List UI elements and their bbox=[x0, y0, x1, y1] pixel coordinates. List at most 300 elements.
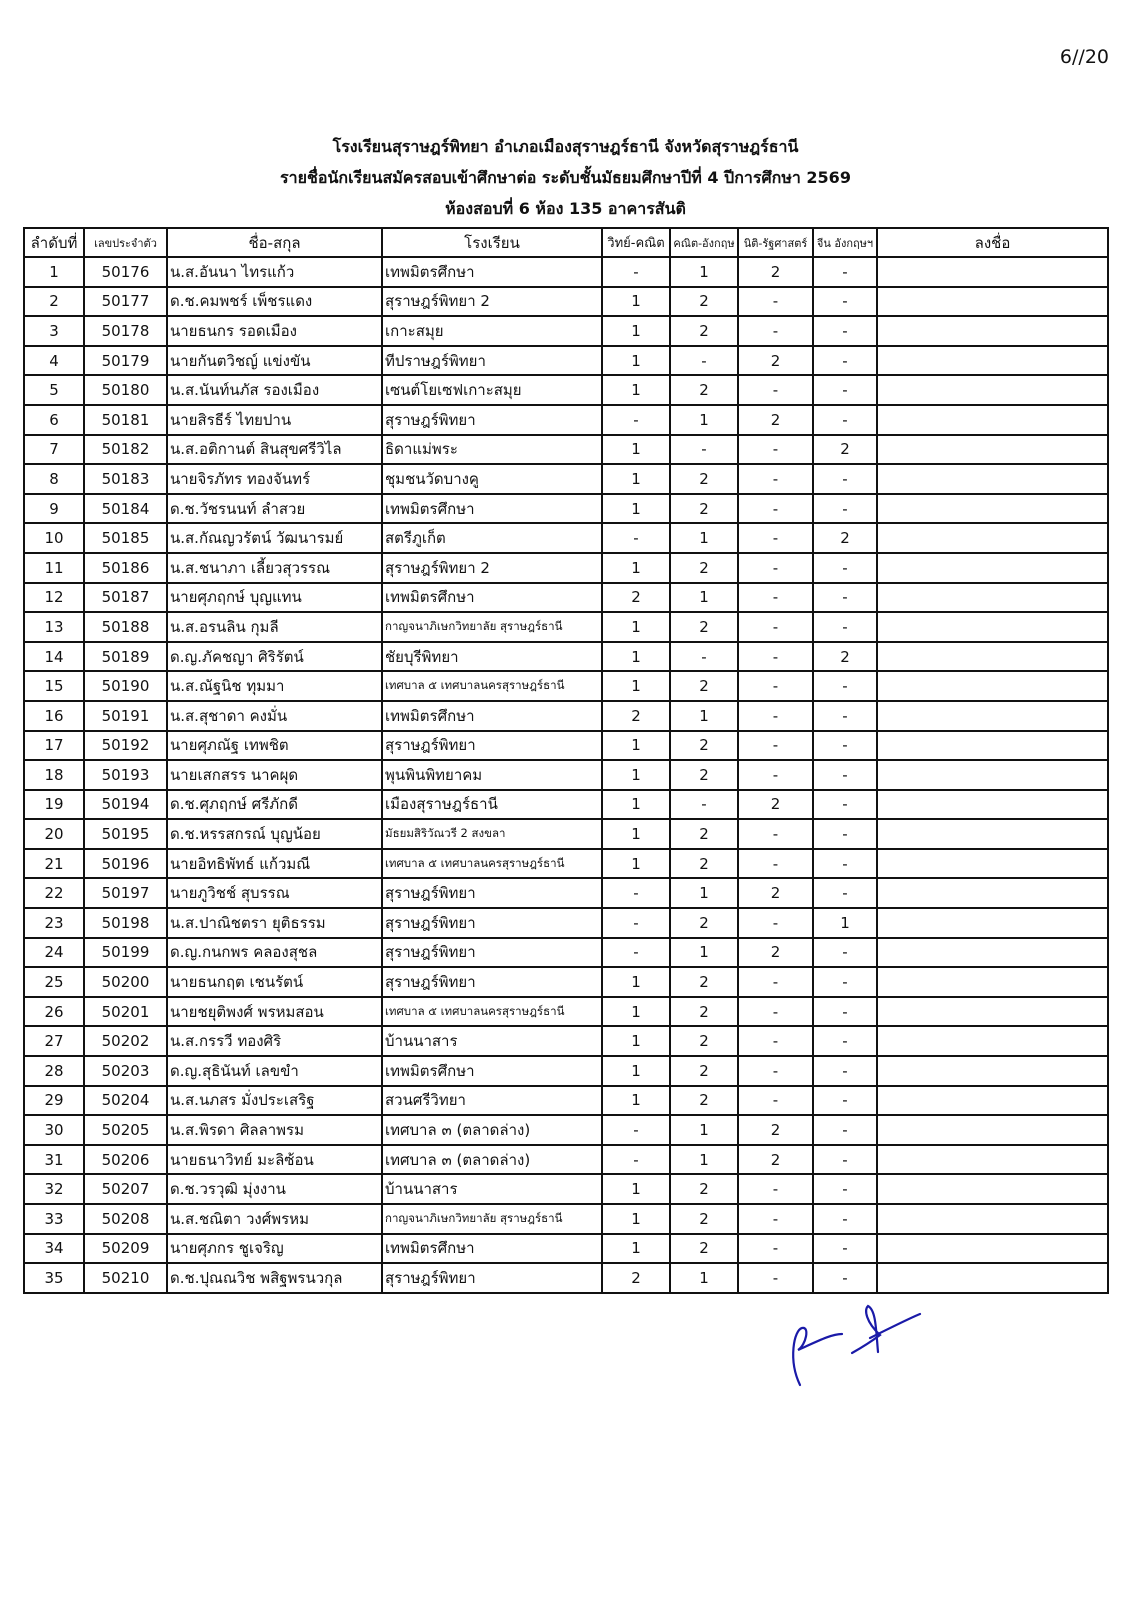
cell-school: เทพมิตรศึกษา bbox=[382, 583, 602, 613]
table-row bbox=[24, 1234, 1108, 1264]
cell-student-id: 50205 bbox=[84, 1115, 167, 1145]
cell-no: 2 bbox=[24, 287, 84, 317]
cell-student-id: 50191 bbox=[84, 701, 167, 731]
cell-student-id: 50198 bbox=[84, 908, 167, 938]
cell-math-eng: 2 bbox=[670, 464, 738, 494]
table-row bbox=[24, 523, 1108, 553]
cell-signature bbox=[877, 583, 1108, 613]
cell-sci-math: 1 bbox=[602, 642, 670, 672]
cell-sci-math: 1 bbox=[602, 997, 670, 1027]
cell-no: 10 bbox=[24, 523, 84, 553]
cell-student-name: นายอิทธิพัทธ์ แก้วมณี bbox=[167, 849, 382, 879]
cell-chi-eng: - bbox=[813, 612, 877, 642]
cell-no: 12 bbox=[24, 583, 84, 613]
cell-chi-eng: - bbox=[813, 790, 877, 820]
cell-student-id: 50193 bbox=[84, 760, 167, 790]
cell-sci-math: 1 bbox=[602, 1056, 670, 1086]
cell-law-pol: - bbox=[738, 967, 813, 997]
cell-student-id: 50181 bbox=[84, 405, 167, 435]
table-row bbox=[24, 375, 1108, 405]
cell-sci-math: 1 bbox=[602, 464, 670, 494]
cell-chi-eng: - bbox=[813, 1026, 877, 1056]
cell-student-name: ด.ช.วัชรนนท์ ลำสวย bbox=[167, 494, 382, 524]
cell-student-name: นายเสกสรร นาคผุด bbox=[167, 760, 382, 790]
cell-student-id: 50209 bbox=[84, 1234, 167, 1264]
cell-signature bbox=[877, 938, 1108, 968]
signature-stroke-2 bbox=[852, 1306, 880, 1353]
cell-student-id: 50190 bbox=[84, 671, 167, 701]
cell-law-pol: - bbox=[738, 849, 813, 879]
cell-student-id: 50178 bbox=[84, 316, 167, 346]
header-math-eng: คณิต-อังกฤษ bbox=[670, 228, 738, 257]
cell-student-name: น.ส.นันท์นภัส รองเมือง bbox=[167, 375, 382, 405]
cell-chi-eng: - bbox=[813, 257, 877, 287]
cell-student-name: ด.ญ.กนกพร คลองสุชล bbox=[167, 938, 382, 968]
cell-signature bbox=[877, 1056, 1108, 1086]
table-row bbox=[24, 1056, 1108, 1086]
cell-chi-eng: - bbox=[813, 819, 877, 849]
cell-sci-math: 1 bbox=[602, 790, 670, 820]
cell-signature bbox=[877, 1204, 1108, 1234]
cell-school: เทศบาล ๕ เทศบาลนครสุราษฎร์ธานี bbox=[382, 849, 602, 879]
cell-sci-math: 1 bbox=[602, 1204, 670, 1234]
table-row bbox=[24, 731, 1108, 761]
cell-student-id: 50207 bbox=[84, 1174, 167, 1204]
cell-no: 8 bbox=[24, 464, 84, 494]
cell-chi-eng: - bbox=[813, 1145, 877, 1175]
table-row bbox=[24, 908, 1108, 938]
cell-school: เทศบาล ๕ เทศบาลนครสุราษฎร์ธานี bbox=[382, 671, 602, 701]
cell-school: ชุมชนวัดบางคู bbox=[382, 464, 602, 494]
cell-no: 3 bbox=[24, 316, 84, 346]
cell-chi-eng: - bbox=[813, 701, 877, 731]
cell-no: 31 bbox=[24, 1145, 84, 1175]
cell-signature bbox=[877, 287, 1108, 317]
cell-school: เมืองสุราษฎร์ธานี bbox=[382, 790, 602, 820]
cell-law-pol: - bbox=[738, 494, 813, 524]
cell-math-eng: 2 bbox=[670, 760, 738, 790]
cell-student-name: นายธนกฤต เชนรัตน์ bbox=[167, 967, 382, 997]
cell-law-pol: - bbox=[738, 1234, 813, 1264]
cell-law-pol: 2 bbox=[738, 405, 813, 435]
header-sci-math: วิทย์-คณิต bbox=[602, 228, 670, 257]
cell-school: สุราษฎร์พิทยา bbox=[382, 908, 602, 938]
cell-signature bbox=[877, 346, 1108, 376]
cell-signature bbox=[877, 435, 1108, 465]
cell-no: 28 bbox=[24, 1056, 84, 1086]
cell-signature bbox=[877, 819, 1108, 849]
cell-signature bbox=[877, 1263, 1108, 1293]
cell-student-name: นายสิรธีร์ ไทยปาน bbox=[167, 405, 382, 435]
cell-student-name: นายธนกร รอดเมือง bbox=[167, 316, 382, 346]
cell-math-eng: 2 bbox=[670, 967, 738, 997]
cell-no: 17 bbox=[24, 731, 84, 761]
cell-no: 35 bbox=[24, 1263, 84, 1293]
cell-law-pol: - bbox=[738, 1263, 813, 1293]
cell-math-eng: 1 bbox=[670, 405, 738, 435]
cell-student-name: นายจิรภัทร ทองจันทร์ bbox=[167, 464, 382, 494]
cell-student-id: 50206 bbox=[84, 1145, 167, 1175]
cell-student-id: 50180 bbox=[84, 375, 167, 405]
table-row bbox=[24, 316, 1108, 346]
cell-math-eng: 2 bbox=[670, 1174, 738, 1204]
table-row bbox=[24, 642, 1108, 672]
cell-signature bbox=[877, 642, 1108, 672]
header-id: เลขประจำตัว bbox=[84, 228, 167, 257]
cell-math-eng: 2 bbox=[670, 849, 738, 879]
cell-law-pol: 2 bbox=[738, 1145, 813, 1175]
cell-signature bbox=[877, 1234, 1108, 1264]
cell-law-pol: - bbox=[738, 316, 813, 346]
cell-sci-math: 1 bbox=[602, 1086, 670, 1116]
cell-sci-math: - bbox=[602, 1115, 670, 1145]
cell-signature bbox=[877, 494, 1108, 524]
cell-student-name: ด.ช.หรรสกรณ์ บุญน้อย bbox=[167, 819, 382, 849]
cell-chi-eng: - bbox=[813, 583, 877, 613]
cell-no: 29 bbox=[24, 1086, 84, 1116]
cell-math-eng: 2 bbox=[670, 908, 738, 938]
cell-sci-math: - bbox=[602, 878, 670, 908]
cell-student-name: น.ส.สุชาดา คงมั่น bbox=[167, 701, 382, 731]
cell-student-name: น.ส.กรรวี ทองศิริ bbox=[167, 1026, 382, 1056]
cell-math-eng: - bbox=[670, 642, 738, 672]
cell-sci-math: 1 bbox=[602, 1174, 670, 1204]
cell-signature bbox=[877, 1174, 1108, 1204]
cell-law-pol: - bbox=[738, 523, 813, 553]
table-row bbox=[24, 1026, 1108, 1056]
cell-signature bbox=[877, 849, 1108, 879]
cell-law-pol: - bbox=[738, 819, 813, 849]
table-row bbox=[24, 494, 1108, 524]
cell-no: 24 bbox=[24, 938, 84, 968]
cell-law-pol: - bbox=[738, 1026, 813, 1056]
cell-school: ทีปราษฎร์พิทยา bbox=[382, 346, 602, 376]
cell-chi-eng: - bbox=[813, 1086, 877, 1116]
cell-student-id: 50200 bbox=[84, 967, 167, 997]
cell-law-pol: - bbox=[738, 1086, 813, 1116]
cell-chi-eng: - bbox=[813, 287, 877, 317]
cell-chi-eng: - bbox=[813, 553, 877, 583]
cell-math-eng: 2 bbox=[670, 819, 738, 849]
cell-law-pol: - bbox=[738, 642, 813, 672]
cell-school: เทศบาล ๓ (ตลาดล่าง) bbox=[382, 1145, 602, 1175]
signature-stroke-3 bbox=[870, 1314, 920, 1338]
cell-student-id: 50201 bbox=[84, 997, 167, 1027]
cell-signature bbox=[877, 790, 1108, 820]
cell-school: สุราษฎร์พิทยา bbox=[382, 405, 602, 435]
cell-no: 1 bbox=[24, 257, 84, 287]
cell-no: 11 bbox=[24, 553, 84, 583]
handwritten-signature bbox=[780, 1290, 940, 1390]
cell-sci-math: - bbox=[602, 405, 670, 435]
cell-sci-math: 1 bbox=[602, 1234, 670, 1264]
cell-no: 20 bbox=[24, 819, 84, 849]
cell-signature bbox=[877, 464, 1108, 494]
cell-student-name: นายกันตวิชญ์ แข่งขัน bbox=[167, 346, 382, 376]
cell-math-eng: 2 bbox=[670, 612, 738, 642]
header-law-pol: นิติ-รัฐศาสตร์ bbox=[738, 228, 813, 257]
cell-math-eng: 2 bbox=[670, 1056, 738, 1086]
cell-no: 9 bbox=[24, 494, 84, 524]
table-row bbox=[24, 1263, 1108, 1293]
header-school: โรงเรียน bbox=[382, 228, 602, 257]
cell-student-name: ด.ช.คมพชร์ เพ็ชรแดง bbox=[167, 287, 382, 317]
cell-sci-math: 1 bbox=[602, 760, 670, 790]
cell-student-name: นายภูวิชช์ สุบรรณ bbox=[167, 878, 382, 908]
cell-sci-math: 1 bbox=[602, 435, 670, 465]
cell-chi-eng: 2 bbox=[813, 523, 877, 553]
cell-sci-math: 1 bbox=[602, 287, 670, 317]
cell-sci-math: - bbox=[602, 523, 670, 553]
cell-student-id: 50185 bbox=[84, 523, 167, 553]
table-row bbox=[24, 435, 1108, 465]
cell-no: 6 bbox=[24, 405, 84, 435]
cell-math-eng: - bbox=[670, 346, 738, 376]
cell-law-pol: - bbox=[738, 760, 813, 790]
cell-sci-math: 1 bbox=[602, 375, 670, 405]
student-roster-table bbox=[23, 227, 1109, 1294]
cell-chi-eng: - bbox=[813, 316, 877, 346]
cell-sci-math: 1 bbox=[602, 1026, 670, 1056]
cell-signature bbox=[877, 523, 1108, 553]
cell-school: สุราษฎร์พิทยา 2 bbox=[382, 553, 602, 583]
cell-student-id: 50187 bbox=[84, 583, 167, 613]
table-row bbox=[24, 1145, 1108, 1175]
cell-student-id: 50177 bbox=[84, 287, 167, 317]
cell-math-eng: 2 bbox=[670, 1086, 738, 1116]
cell-math-eng: 2 bbox=[670, 1204, 738, 1234]
cell-math-eng: 2 bbox=[670, 997, 738, 1027]
cell-no: 32 bbox=[24, 1174, 84, 1204]
table-row bbox=[24, 612, 1108, 642]
cell-chi-eng: - bbox=[813, 938, 877, 968]
table-row bbox=[24, 760, 1108, 790]
cell-sci-math: 1 bbox=[602, 731, 670, 761]
cell-student-id: 50188 bbox=[84, 612, 167, 642]
cell-law-pol: 2 bbox=[738, 1115, 813, 1145]
cell-student-name: น.ส.ชนาภา เลี้ยวสุวรรณ bbox=[167, 553, 382, 583]
table-row bbox=[24, 1174, 1108, 1204]
cell-student-name: น.ส.ณัฐนิช ทุมมา bbox=[167, 671, 382, 701]
cell-math-eng: 2 bbox=[670, 287, 738, 317]
cell-school: เทศบาล ๕ เทศบาลนครสุราษฎร์ธานี bbox=[382, 997, 602, 1027]
cell-school: บ้านนาสาร bbox=[382, 1174, 602, 1204]
cell-school: เทศบาล ๓ (ตลาดล่าง) bbox=[382, 1115, 602, 1145]
cell-school: สุราษฎร์พิทยา bbox=[382, 967, 602, 997]
cell-student-id: 50183 bbox=[84, 464, 167, 494]
cell-chi-eng: - bbox=[813, 1174, 877, 1204]
cell-math-eng: 2 bbox=[670, 553, 738, 583]
cell-law-pol: 2 bbox=[738, 938, 813, 968]
cell-law-pol: - bbox=[738, 1174, 813, 1204]
cell-law-pol: - bbox=[738, 612, 813, 642]
cell-signature bbox=[877, 553, 1108, 583]
cell-signature bbox=[877, 731, 1108, 761]
cell-signature bbox=[877, 1086, 1108, 1116]
cell-no: 33 bbox=[24, 1204, 84, 1234]
table-row bbox=[24, 671, 1108, 701]
cell-school: พุนพินพิทยาคม bbox=[382, 760, 602, 790]
cell-math-eng: 2 bbox=[670, 375, 738, 405]
cell-sci-math: 1 bbox=[602, 316, 670, 346]
cell-student-id: 50192 bbox=[84, 731, 167, 761]
cell-school: สุราษฎร์พิทยา bbox=[382, 1263, 602, 1293]
header-signature: ลงชื่อ bbox=[877, 228, 1108, 257]
cell-school: สุราษฎร์พิทยา bbox=[382, 731, 602, 761]
cell-no: 34 bbox=[24, 1234, 84, 1264]
cell-student-name: น.ส.นภสร มั่งประเสริฐ bbox=[167, 1086, 382, 1116]
cell-law-pol: - bbox=[738, 287, 813, 317]
cell-law-pol: - bbox=[738, 435, 813, 465]
cell-law-pol: 2 bbox=[738, 790, 813, 820]
cell-sci-math: 1 bbox=[602, 612, 670, 642]
cell-no: 15 bbox=[24, 671, 84, 701]
cell-student-name: น.ส.ชณิตา วงศ์พรหม bbox=[167, 1204, 382, 1234]
cell-school: สตรีภูเก็ต bbox=[382, 523, 602, 553]
cell-signature bbox=[877, 908, 1108, 938]
cell-no: 14 bbox=[24, 642, 84, 672]
cell-math-eng: 2 bbox=[670, 1026, 738, 1056]
cell-student-name: ด.ช.ปุณณวิช พสิฐพรนวกุล bbox=[167, 1263, 382, 1293]
cell-chi-eng: - bbox=[813, 997, 877, 1027]
table-row bbox=[24, 967, 1108, 997]
cell-chi-eng: - bbox=[813, 967, 877, 997]
cell-no: 26 bbox=[24, 997, 84, 1027]
cell-student-id: 50199 bbox=[84, 938, 167, 968]
cell-chi-eng: - bbox=[813, 1204, 877, 1234]
cell-chi-eng: - bbox=[813, 1056, 877, 1086]
cell-law-pol: - bbox=[738, 553, 813, 583]
cell-sci-math: 1 bbox=[602, 494, 670, 524]
cell-student-id: 50196 bbox=[84, 849, 167, 879]
header-chi-eng: จีน อังกฤษฯ bbox=[813, 228, 877, 257]
cell-school: เซนต์โยเซฟเกาะสมุย bbox=[382, 375, 602, 405]
cell-student-name: นายศุภฤกษ์ บุญแทน bbox=[167, 583, 382, 613]
cell-no: 13 bbox=[24, 612, 84, 642]
cell-no: 22 bbox=[24, 878, 84, 908]
cell-student-name: น.ส.พิรดา ศิลลาพรม bbox=[167, 1115, 382, 1145]
cell-chi-eng: - bbox=[813, 494, 877, 524]
cell-sci-math: - bbox=[602, 938, 670, 968]
table-row bbox=[24, 701, 1108, 731]
cell-signature bbox=[877, 1026, 1108, 1056]
cell-school: เทพมิตรศึกษา bbox=[382, 494, 602, 524]
cell-school: เทพมิตรศึกษา bbox=[382, 257, 602, 287]
cell-student-name: ด.ช.วรวุฒิ มุ่งงาน bbox=[167, 1174, 382, 1204]
cell-math-eng: 2 bbox=[670, 1234, 738, 1264]
cell-school: สวนศรีวิทยา bbox=[382, 1086, 602, 1116]
cell-math-eng: 1 bbox=[670, 1145, 738, 1175]
table-row bbox=[24, 1204, 1108, 1234]
header-name: ชื่อ-สกุล bbox=[167, 228, 382, 257]
cell-chi-eng: - bbox=[813, 731, 877, 761]
cell-school: สุราษฎร์พิทยา 2 bbox=[382, 287, 602, 317]
cell-math-eng: 2 bbox=[670, 731, 738, 761]
document-heading bbox=[0, 131, 1131, 224]
cell-student-id: 50197 bbox=[84, 878, 167, 908]
signature-strokes bbox=[793, 1306, 920, 1385]
exam-room-title: ห้องสอบที่ 6 ห้อง 135 อาคารสันติ bbox=[445, 199, 686, 218]
cell-no: 4 bbox=[24, 346, 84, 376]
cell-student-id: 50186 bbox=[84, 553, 167, 583]
table-row bbox=[24, 346, 1108, 376]
cell-no: 30 bbox=[24, 1115, 84, 1145]
cell-math-eng: 1 bbox=[670, 878, 738, 908]
cell-math-eng: 1 bbox=[670, 1263, 738, 1293]
cell-sci-math: - bbox=[602, 257, 670, 287]
cell-student-name: นายศุภณัฐ เทพชิต bbox=[167, 731, 382, 761]
cell-no: 21 bbox=[24, 849, 84, 879]
cell-signature bbox=[877, 257, 1108, 287]
cell-no: 23 bbox=[24, 908, 84, 938]
table-row bbox=[24, 464, 1108, 494]
cell-school: ชัยบุรีพิทยา bbox=[382, 642, 602, 672]
cell-math-eng: 2 bbox=[670, 671, 738, 701]
cell-chi-eng: - bbox=[813, 405, 877, 435]
table-row bbox=[24, 405, 1108, 435]
cell-student-name: น.ส.อันนา ไทรแก้ว bbox=[167, 257, 382, 287]
cell-law-pol: 2 bbox=[738, 878, 813, 908]
cell-law-pol: - bbox=[738, 1056, 813, 1086]
cell-school: สุราษฎร์พิทยา bbox=[382, 938, 602, 968]
cell-law-pol: - bbox=[738, 731, 813, 761]
cell-student-id: 50204 bbox=[84, 1086, 167, 1116]
cell-math-eng: 1 bbox=[670, 523, 738, 553]
cell-signature bbox=[877, 1115, 1108, 1145]
table-body bbox=[24, 257, 1108, 1293]
cell-no: 7 bbox=[24, 435, 84, 465]
cell-signature bbox=[877, 671, 1108, 701]
cell-signature bbox=[877, 701, 1108, 731]
cell-school: เทพมิตรศึกษา bbox=[382, 1056, 602, 1086]
table-row bbox=[24, 1115, 1108, 1145]
cell-student-id: 50182 bbox=[84, 435, 167, 465]
cell-signature bbox=[877, 760, 1108, 790]
cell-student-name: น.ส.ปาณิชตรา ยุติธรรม bbox=[167, 908, 382, 938]
cell-law-pol: - bbox=[738, 464, 813, 494]
cell-math-eng: - bbox=[670, 435, 738, 465]
cell-school: เกาะสมุย bbox=[382, 316, 602, 346]
cell-law-pol: 2 bbox=[738, 346, 813, 376]
cell-signature bbox=[877, 612, 1108, 642]
cell-signature bbox=[877, 375, 1108, 405]
cell-school: ธิดาแม่พระ bbox=[382, 435, 602, 465]
cell-school: กาญจนาภิเษกวิทยาลัย สุราษฎร์ธานี bbox=[382, 612, 602, 642]
cell-student-id: 50195 bbox=[84, 819, 167, 849]
cell-student-name: นายศุภกร ชูเจริญ bbox=[167, 1234, 382, 1264]
cell-signature bbox=[877, 1145, 1108, 1175]
cell-law-pol: - bbox=[738, 671, 813, 701]
cell-math-eng: 1 bbox=[670, 701, 738, 731]
cell-sci-math: 1 bbox=[602, 967, 670, 997]
cell-student-id: 50203 bbox=[84, 1056, 167, 1086]
cell-chi-eng: - bbox=[813, 878, 877, 908]
cell-student-name: นายธนาวิทย์ มะลิซ้อน bbox=[167, 1145, 382, 1175]
table-row bbox=[24, 583, 1108, 613]
cell-math-eng: 1 bbox=[670, 938, 738, 968]
cell-school: เทพมิตรศึกษา bbox=[382, 1234, 602, 1264]
cell-sci-math: 1 bbox=[602, 671, 670, 701]
cell-chi-eng: - bbox=[813, 671, 877, 701]
cell-signature bbox=[877, 878, 1108, 908]
table-header-row bbox=[24, 228, 1108, 257]
cell-no: 5 bbox=[24, 375, 84, 405]
cell-school: มัธยมสิริวัณวรี 2 สงขลา bbox=[382, 819, 602, 849]
cell-sci-math: - bbox=[602, 1145, 670, 1175]
cell-law-pol: - bbox=[738, 701, 813, 731]
table-row bbox=[24, 257, 1108, 287]
school-title: โรงเรียนสุราษฎร์พิทยา อำเภอเมืองสุราษฎร์ธานี จังหวัดสุราษฎร์ธานี bbox=[332, 137, 799, 156]
